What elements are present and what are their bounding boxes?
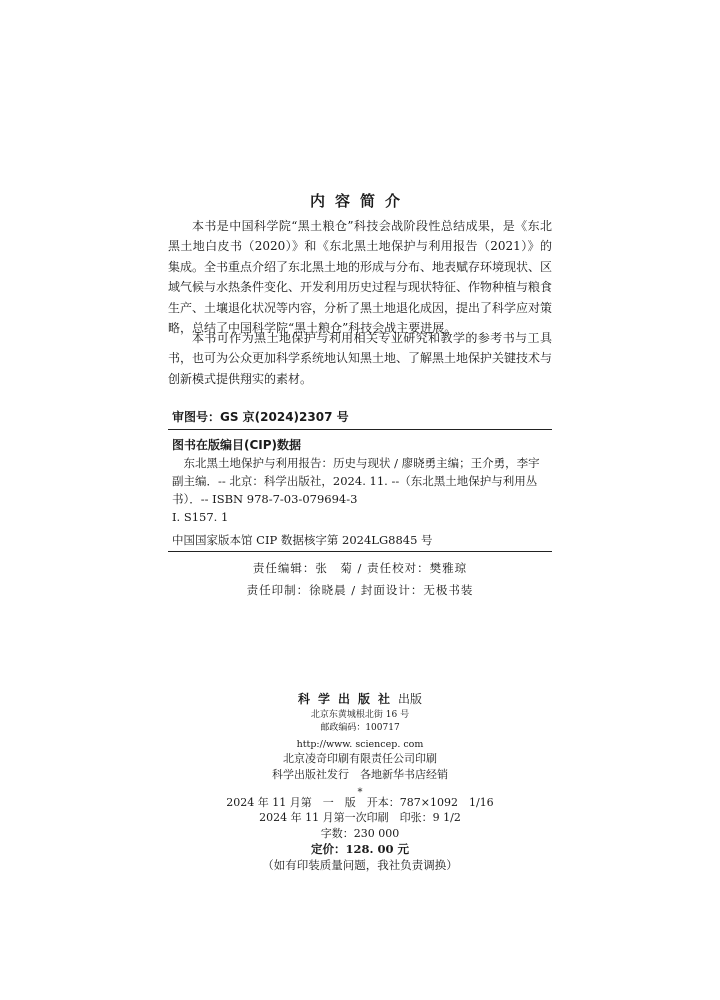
publisher-address: 北京东黄城根北街 16 号 bbox=[310, 710, 410, 720]
cip-heading: 图书在版编目(CIP)数据 bbox=[172, 438, 302, 452]
price: 定价：128. 00 元 bbox=[310, 842, 410, 856]
printing-info: 2024 年 11 月第一次印刷 印张：9 1/2 bbox=[259, 811, 461, 824]
summary-paragraph-1: 本书是中国科学院“黑土粮仓”科技会战阶段性总结成果，是《东北黑土地白皮书（2020）》和《东北黑土地保护与利用报告（2021）》的集成。全书重点介绍了东北黑土地的形成与分布、地表赋存环境现状、区域气候与水热条件变化、开发利用历史过程与现状特征、作物种植与粮食生产、土壤退化状况等内容，分析了黑土地退化成因，提出了科学应对策略，总结了中国科学院“黑土粮仓”科技会战主要进展。 bbox=[168, 219, 553, 336]
star-separator: * bbox=[357, 787, 363, 798]
word-count: 字数：230 000 bbox=[320, 827, 400, 840]
summary-title: 内容简介 bbox=[309, 192, 410, 210]
publisher-name: 科学出版社 bbox=[297, 692, 398, 706]
postcode: 邮政编码：100717 bbox=[320, 723, 400, 733]
cip-bottom-rule bbox=[168, 551, 552, 552]
publisher-website: http://www. sciencep. com bbox=[296, 739, 424, 750]
map-review-number: 审图号：GS 京(2024)2307 号 bbox=[172, 410, 349, 424]
cip-check-number: 中国国家版本馆 CIP 数据核字第 2024LG8845 号 bbox=[172, 533, 433, 547]
production-credits: 责任印制：徐晓晨 / 封面设计：无极书装 bbox=[246, 583, 474, 597]
classification-number: Ⅰ. S157. 1 bbox=[172, 510, 229, 524]
cip-record: 东北黑土地保护与利用报告：历史与现状 / 廖晓勇主编；王介勇，李宇副主编．-- 北京：科学出版社，2024. 11. --（东北黑土地保护与利用丛书）．-- ISBN 978-7-03-079694-3 bbox=[172, 456, 540, 506]
cip-top-rule bbox=[168, 429, 552, 430]
edition-info: 2024 年 11 月第 一 版 开本：787×1092 1/16 bbox=[226, 796, 494, 809]
editor-credits: 责任编辑：张 菊 / 责任校对：樊雅琼 bbox=[252, 561, 468, 575]
distributor: 科学出版社发行 各地新华书店经销 bbox=[272, 768, 448, 781]
quality-note: （如有印装质量问题，我社负责调换） bbox=[262, 858, 458, 872]
printer: 北京凌奇印刷有限责任公司印刷 bbox=[283, 752, 437, 765]
publisher-line bbox=[0, 690, 720, 707]
publisher-suffix: 出版 bbox=[398, 692, 423, 706]
summary-paragraph-2: 本书可作为黑土地保护与利用相关专业研究和教学的参考书与工具书，也可为公众更加科学系统地认知黑土地、了解黑土地保护关键技术与创新模式提供翔实的素材。 bbox=[168, 331, 553, 386]
